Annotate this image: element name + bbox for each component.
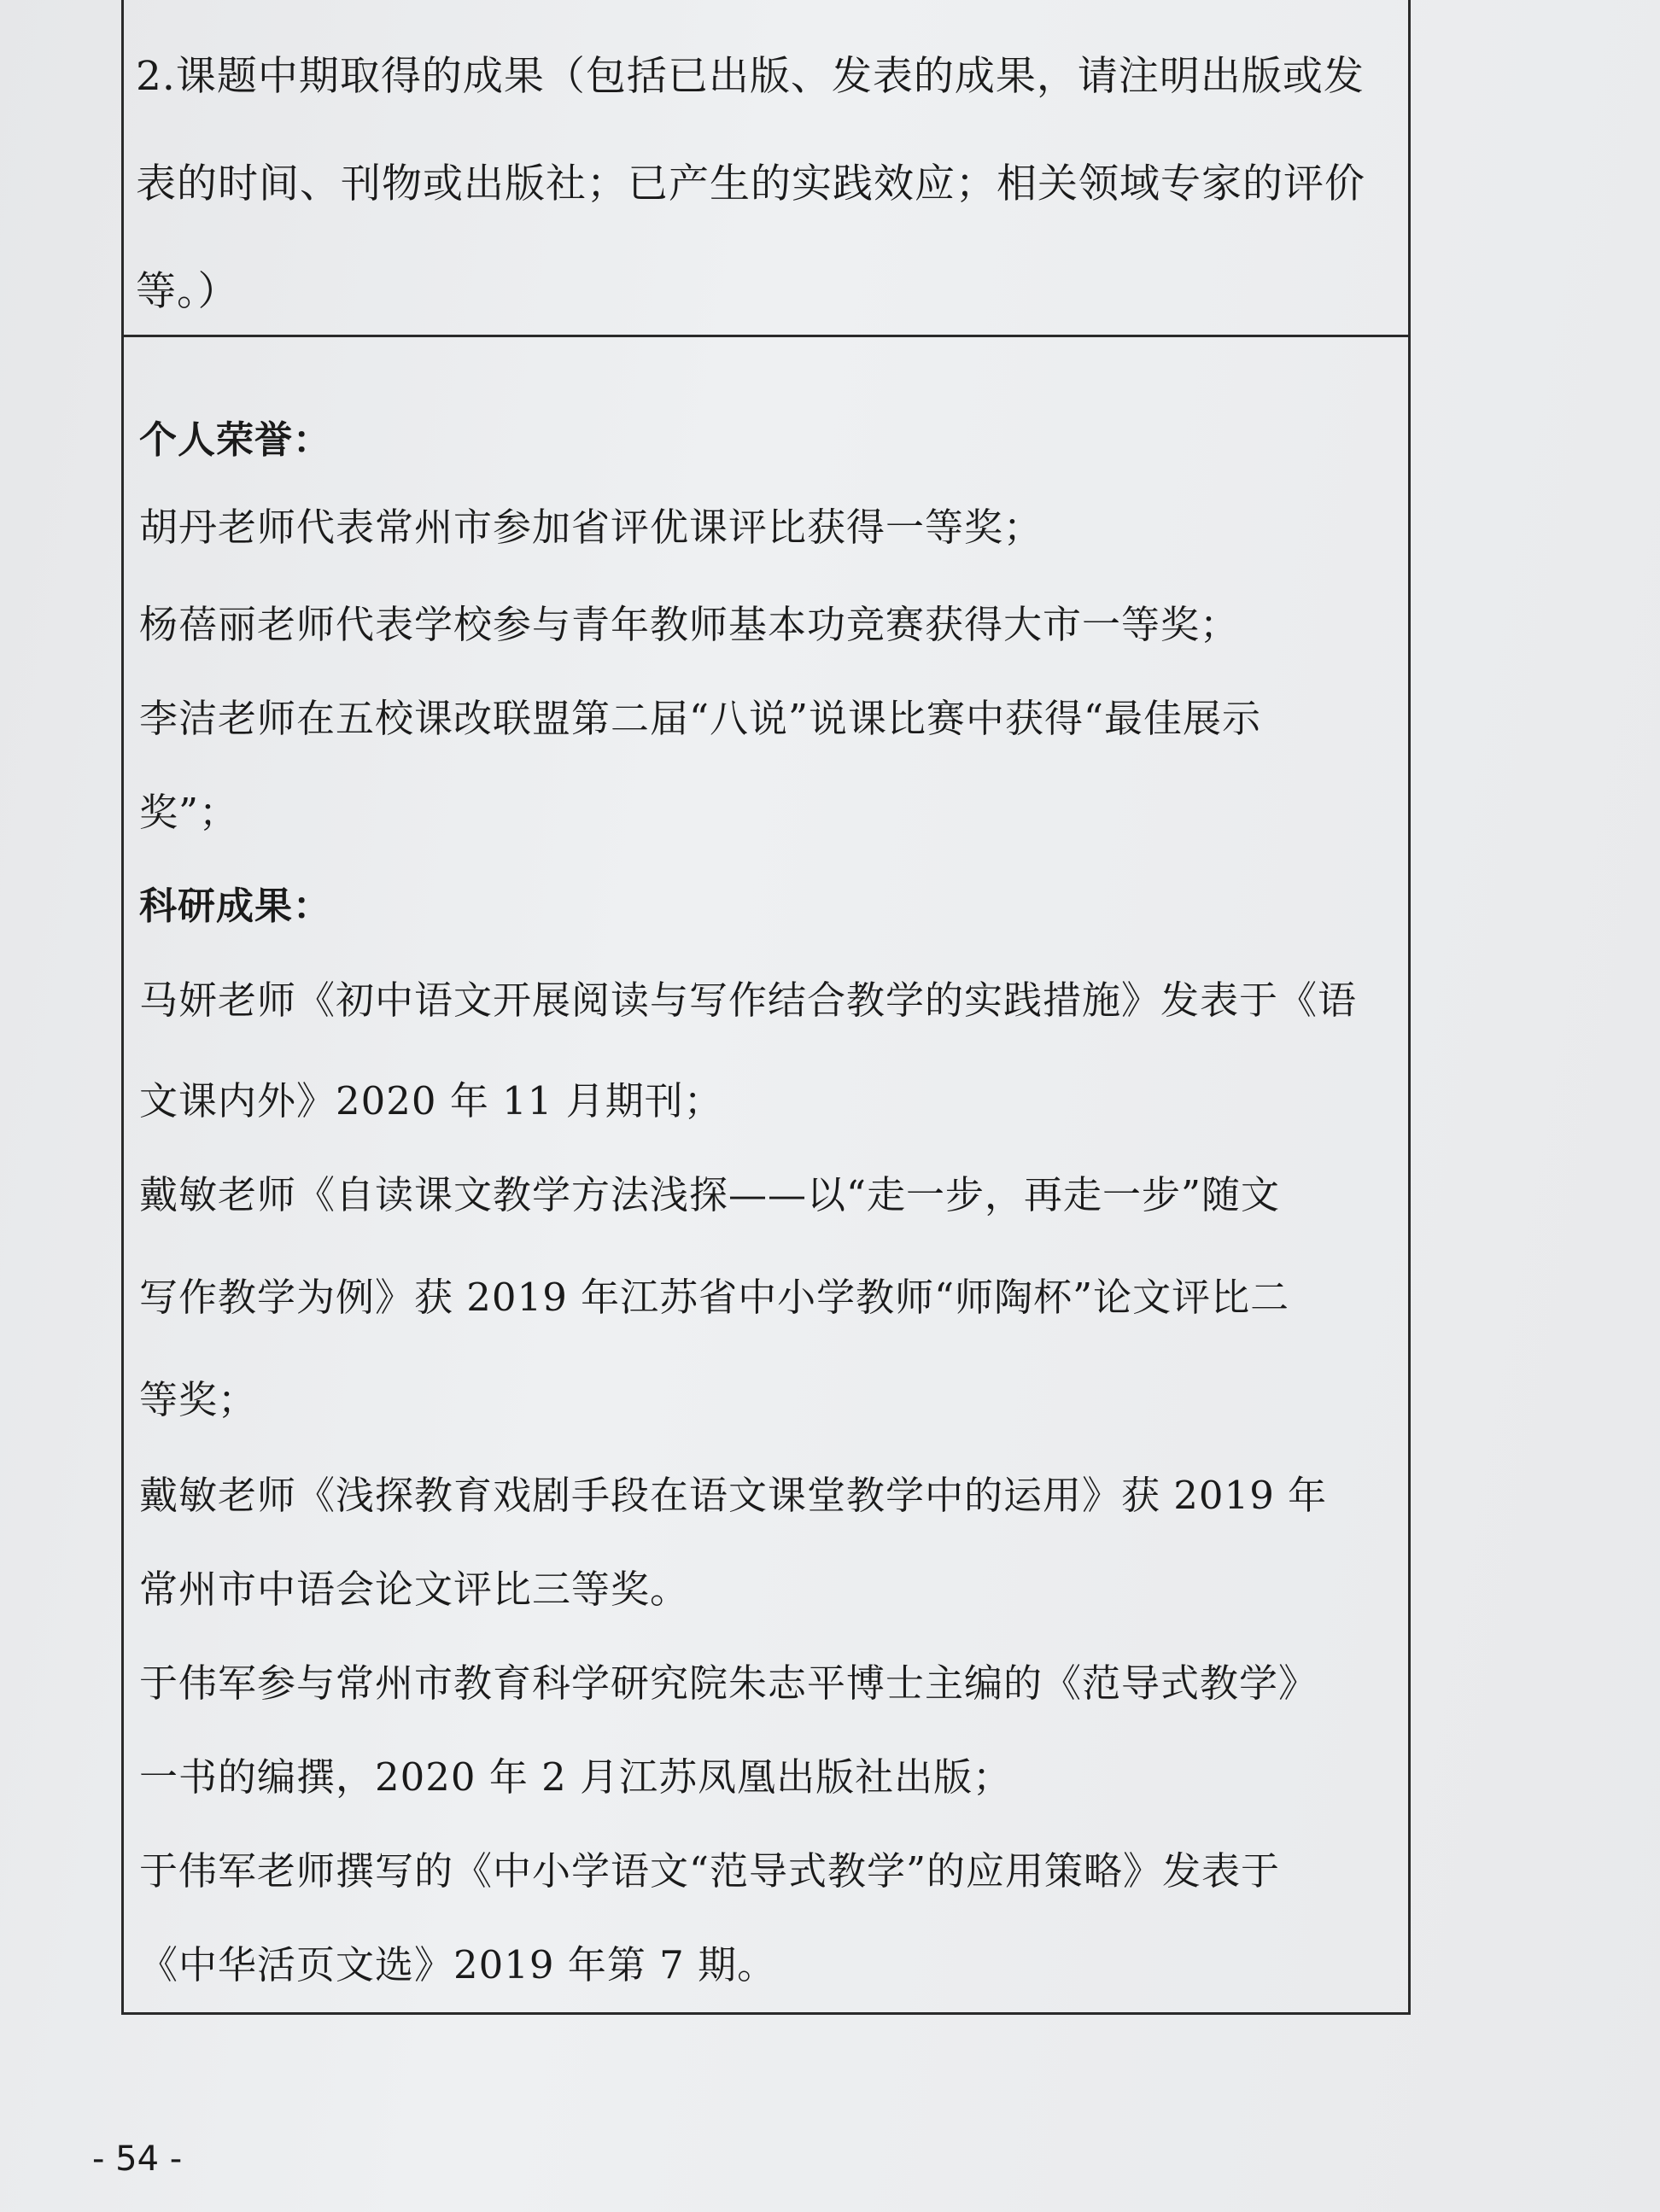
research-line: 常州市中语会论文评比三等奖。	[139, 1567, 690, 1612]
honors-line: 杨蓓丽老师代表学校参与青年教师基本功竞赛获得大市一等奖；	[139, 602, 1240, 647]
honors-line: 胡丹老师代表常州市参加省评优课评比获得一等奖；	[139, 505, 1043, 550]
research-line: 写作教学为例》获 2019 年江苏省中小学教师“师陶杯”论文评比二	[139, 1275, 1290, 1320]
research-line: 于伟军老师撰写的《中小学语文“范导式教学”的应用策略》发表于	[139, 1848, 1281, 1894]
research-line: 文课内外》2020 年 11 月期刊；	[139, 1078, 723, 1124]
page-number: - 54 -	[92, 2139, 183, 2179]
honors-heading: 个人荣誉：	[139, 418, 331, 462]
research-line: 一书的编撰，2020 年 2 月江苏凤凰出版社出版；	[139, 1754, 1013, 1800]
research-line: 戴敏老师《自读课文教学方法浅探——以“走一步，再走一步”随文	[139, 1172, 1281, 1217]
research-line: 于伟军参与常州市教育科学研究院朱志平博士主编的《范导式教学》	[139, 1660, 1318, 1706]
section-header-cell	[124, 0, 1408, 337]
research-line: 《中华活页文选》2019 年第 7 期。	[139, 1942, 777, 1987]
research-line: 等奖；	[139, 1377, 258, 1422]
honors-line: 李洁老师在五校课改联盟第二届“八说”说课比赛中获得“最佳展示	[139, 696, 1262, 741]
research-line: 马妍老师《初中语文开展阅读与写作结合教学的实践措施》发表于《语	[139, 978, 1358, 1023]
section-header-line: 2.课题中期取得的成果（包括已出版、发表的成果，请注明出版或发	[136, 53, 1365, 100]
section-header-line: 表的时间、刊物或出版社；已产生的实践效应；相关领域专家的评价	[136, 161, 1365, 207]
form-table	[121, 0, 1411, 2015]
research-heading: 科研成果：	[139, 884, 331, 928]
section-header-line: 等。）	[136, 268, 239, 315]
research-line: 戴敏老师《浅探教育戏剧手段在语文课堂教学中的运用》获 2019 年	[139, 1473, 1328, 1518]
honors-line: 奖”；	[139, 790, 239, 835]
achievements-content-cell	[124, 337, 1408, 2012]
